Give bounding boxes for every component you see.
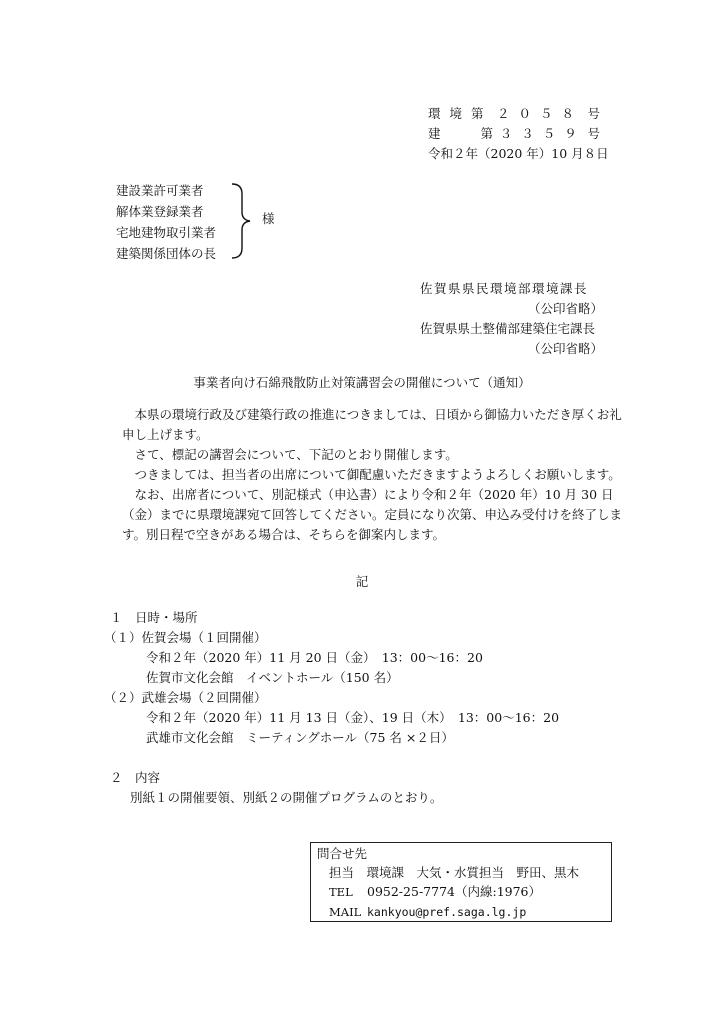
contact-person: 担当 環境課 大気・水質担当 野田、黒木 <box>329 865 580 880</box>
addressee-list <box>116 180 216 264</box>
document-date: 令和２年（2020 年）10 月８日 <box>428 146 609 161</box>
honorific: 様 <box>262 211 275 226</box>
reference-number-line-2 <box>428 124 600 144</box>
body-text <box>122 405 622 545</box>
reference-number-line-1 <box>428 104 600 124</box>
section-2-text: 別紙１の開催要領、別紙２の開催プログラムのとおり。 <box>130 790 443 805</box>
issuer-seal-note: （公印省略） <box>528 341 604 356</box>
venue-place: 佐賀市文化会館 イベントホール（150 名） <box>146 670 399 685</box>
tel-label: TEL <box>329 885 353 899</box>
contact-tel-row <box>317 882 605 902</box>
venue-label: （１）佐賀会場（１回開催） <box>104 630 267 645</box>
addressee: 建築関係団体の長 <box>116 246 217 261</box>
section-2-heading: ２ 内容 <box>110 770 161 785</box>
mail-label: MAIL <box>329 905 362 919</box>
paragraph: つきましては、担当者の出席について御配慮いただきますようよろしくお願いします。 <box>134 467 621 482</box>
venue-datetime: 令和２年（2020 年）11 月 13 日（金）、19 日（木） 13：00～16：20 <box>146 710 560 725</box>
reference-label: 建 第 <box>428 126 499 141</box>
contact-heading: 問合せ先 <box>317 846 368 861</box>
reference-number: ２０５８ <box>496 106 583 121</box>
venue-datetime: 令和２年（2020 年）11 月 20 日（金） 13：00～16：20 <box>146 650 483 665</box>
tel-value: 0952-25-7774（内線:1976） <box>367 884 541 899</box>
issuer-seal-note: （公印省略） <box>528 301 604 316</box>
contact-mail-row <box>317 902 605 922</box>
reference-number: ３３５９ <box>499 126 586 141</box>
ki-heading: 記 <box>355 574 369 589</box>
mail-address-link[interactable]: kankyou@pref.saga.lg.jp <box>367 905 527 919</box>
contact-box <box>310 842 612 922</box>
section-1-heading: １ 日時・場所 <box>110 610 198 625</box>
venue-label: （２）武雄会場（２回開催） <box>104 690 267 705</box>
paragraph: なお、出席者について、別記様式（申込書）により令和２年（2020 年）10 月 30 日（金）までに県環境課宛て回答してください。定員になり次第、申込み受付けを終了します。別日程で空きがある場合は、そちらを御案内します。 <box>122 487 623 542</box>
reference-suffix: 号 <box>587 106 600 121</box>
venue-place: 武雄市文化会館 ミーティングホール（75 名 ×２日） <box>146 730 454 745</box>
issuer-name: 佐賀県県民環境部環境課長 <box>420 281 589 296</box>
reference-label: 環境第 <box>428 106 493 121</box>
curly-brace-icon <box>230 182 260 260</box>
reference-suffix: 号 <box>587 126 600 141</box>
document-title: 事業者向け石綿飛散防止対策講習会の開催について（通知） <box>193 375 531 390</box>
paragraph: 本県の環境行政及び建築行政の推進につきましては、日頃から御協力いただき厚くお礼申し上げます。 <box>122 407 622 442</box>
paragraph: さて、標記の講習会について、下記のとおり開催します。 <box>134 447 458 462</box>
issuer-name: 佐賀県県土整備部建築住宅課長 <box>420 321 596 336</box>
addressee: 解体業登録業者 <box>116 204 204 219</box>
addressee: 宅地建物取引業者 <box>116 225 217 240</box>
addressee: 建設業許可業者 <box>116 183 204 198</box>
